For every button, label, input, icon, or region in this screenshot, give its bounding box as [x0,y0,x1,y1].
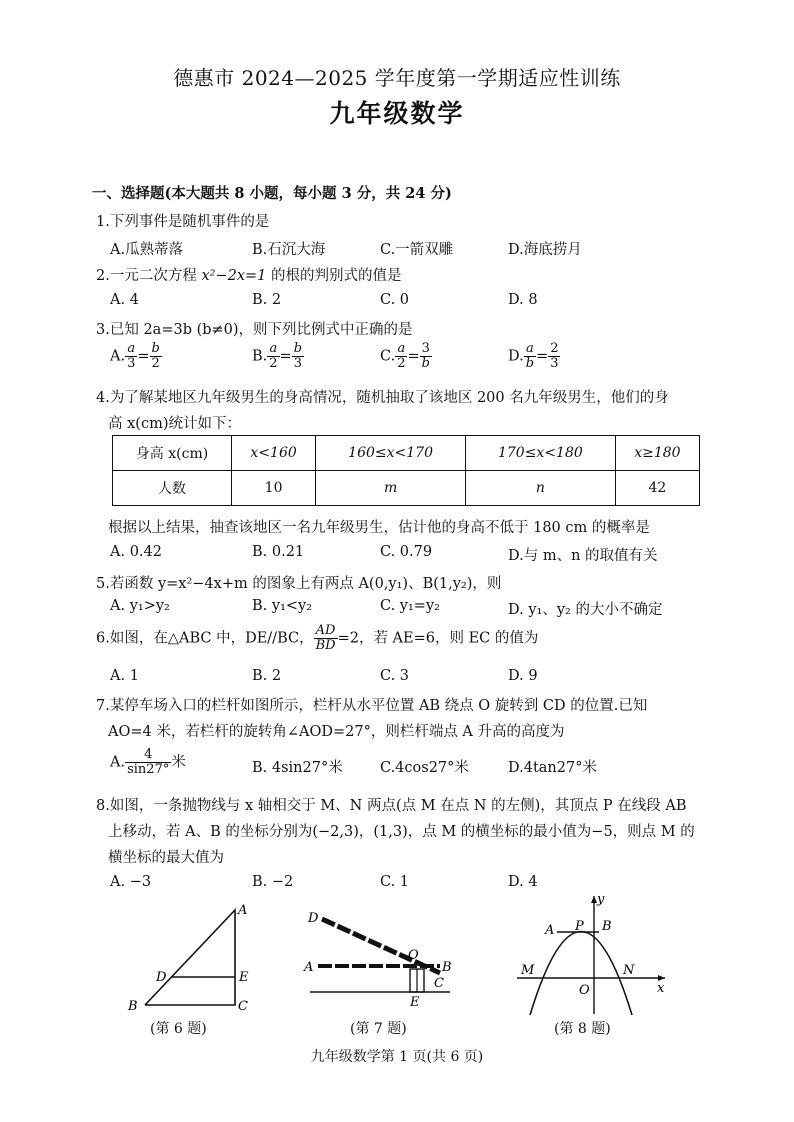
fig7-label-e: E [410,995,420,1010]
q3-option-d: D. $\frac{a}{b}$ = $\frac{2}{3}$ [508,341,559,371]
q2-option-b: B. 2 [252,292,282,308]
fig6-label-e: E [239,970,249,985]
q4-stem-line3: 根据以上结果，抽查该地区一名九年级男生，估计他的身高不低于 180 cm 的概率是 [108,520,650,536]
q3-c-label: C. [380,348,396,365]
table-cell: n [465,471,615,506]
fig7-label-c: C [434,976,444,991]
q4-stem-line1: 4.为了解某地区九年级男生的身高情况，随机抽取了该地区 200 名九年级男生，他们的身 [96,390,669,406]
q6-stem [96,624,538,653]
q7-option-c: C.4cos27°米 [380,760,469,776]
table-cell: 170≤x<180 [465,436,615,471]
q3-a-frac-left: $\frac{a}{3}$ [127,341,136,371]
fig6-label-a: A [238,903,248,918]
q3-c-frac-left: $\frac{a}{2}$ [397,341,406,371]
fig6-caption: (第 6 题) [150,1021,207,1037]
q1-stem: 1.下列事件是随机事件的是 [96,214,270,230]
q8-stem-line3: 横坐标的最大值为 [108,850,224,866]
q7-a-unit: 米 [171,754,186,771]
height-table [112,435,700,506]
q2-stem [96,264,401,285]
table-cell: 身高 x(cm) [113,436,232,471]
q7-stem-line2: AO=4 米，若栏杆的旋转角∠AOD=27°，则栏杆端点 A 升高的高度为 [108,724,565,740]
q3-b-frac-right: $\frac{b}{3}$ [293,341,303,371]
q3-option-b: B. $\frac{a}{2}$ = $\frac{b}{3}$ [252,341,303,371]
q6-stem-pre: 6.如图，在△ABC 中，DE//BC， [96,630,314,647]
q3-c-frac-right: $\frac{3}{b}$ [421,341,430,371]
q3-b-label: B. [252,348,268,365]
q2-equation: x²−2x=1 [201,268,267,284]
q8-option-a: A. −3 [110,874,152,890]
fig6-label-b: B [128,999,138,1014]
q8-option-c: C. 1 [380,874,410,890]
q2-option-a: A. 4 [110,292,139,308]
q2-option-c: C. 0 [380,292,410,308]
fig8-label-p: P [575,919,584,934]
table-cell: 42 [615,471,699,506]
q6-frac: $\frac{AD}{BD}$ [315,623,336,653]
table-header-row [113,436,700,471]
fig6-label-d: D [156,970,167,985]
q8-option-d: D. 4 [508,874,538,890]
figure-8-parabola [505,890,675,1018]
section-heading: 一、选择题(本大题共 8 小题，每小题 3 分，共 24 分) [92,185,452,202]
q1-option-c: C.一箭双雕 [380,242,454,258]
table-cell: x<160 [232,436,316,471]
q1-option-a: A.瓜熟蒂落 [110,242,184,258]
q4-option-b: B. 0.21 [252,544,305,560]
q3-b-frac-left: $\frac{a}{2}$ [269,341,278,371]
fig7-label-a: A [304,960,314,975]
q7-a-frac: $\frac{4}{\sin 27^\circ}$ [127,747,170,777]
q3-d-frac-right: $\frac{2}{3}$ [550,341,559,371]
fig8-label-b: B [602,919,612,934]
fig7-caption: (第 7 题) [350,1021,407,1037]
q6-option-d: D. 9 [508,668,538,684]
q7-option-b: B. 4sin27°米 [252,760,343,776]
q3-a-label: A. [110,348,126,365]
q1-option-d: D.海底捞月 [508,242,582,258]
fig8-label-m: M [521,963,535,978]
q6-option-c: C. 3 [380,668,410,684]
fig8-label-y: y [597,892,605,907]
q3-a-frac-right: $\frac{b}{2}$ [151,341,160,371]
q5-option-a: A. y₁>y₂ [110,598,170,614]
table-cell: 人数 [113,471,232,506]
q8-option-b: B. −2 [252,874,294,890]
fig8-label-n: N [623,963,635,978]
q8-stem-line2: 上移动，若 A、B 的坐标分别为(−2,3)，(1,3)，点 M 的横坐标的最小值为−5，则点 M 的 [108,824,695,840]
table-cell: m [316,471,466,506]
table-cell: 10 [232,471,316,506]
q6-option-a: A. 1 [110,668,139,684]
fig8-label-a: A [545,923,555,938]
q3-d-label: D. [508,348,524,365]
fig6-label-c: C [238,999,248,1014]
q4-option-a: A. 0.42 [110,544,162,560]
table-cell: x≥180 [615,436,699,471]
q4-option-d: D.与 m、n 的取值有关 [508,548,658,564]
figure-7-barrier [300,905,470,1015]
fig7-label-o: O [408,948,419,963]
table-row [113,471,700,506]
table-cell: 160≤x<170 [316,436,466,471]
fig7-label-b: B [442,960,452,975]
page-footer: 九年级数学第 1 页(共 6 页) [310,1049,484,1065]
q6-option-b: B. 2 [252,668,282,684]
q5-option-b: B. y₁<y₂ [252,598,313,614]
q3-option-a: A. $\frac{a}{3}$ = $\frac{b}{2}$ [110,341,160,371]
fig8-caption: (第 8 题) [554,1021,611,1037]
fig8-label-o: O [579,983,590,998]
exam-title: 德惠市 2024—2025 学年度第一学期适应性训练 [173,66,621,90]
q4-option-c: C. 0.79 [380,544,433,560]
q2-stem-post: 的根的判别式的值是 [266,268,402,284]
figure-6-triangle [120,900,260,1015]
q7-stem-line1: 7.某停车场入口的栏杆如图所示，栏杆从水平位置 AB 绕点 O 旋转到 CD 的位置.已知 [96,698,648,714]
fig8-label-x: x [657,981,665,996]
q2-stem-pre: 2.一元二次方程 [96,268,202,284]
q4-stem-line2: 高 x(cm)统计如下： [108,416,241,432]
q5-stem: 5.若函数 y=x²−4x+m 的图象上有两点 A(0,y₁)、B(1,y₂)，则 [96,576,502,592]
q3-option-c: C. $\frac{a}{2}$ = $\frac{3}{b}$ [380,341,430,371]
q3-d-frac-left: $\frac{a}{b}$ [525,341,535,371]
q6-stem-post: =2，若 AE=6，则 EC 的值为 [337,630,539,647]
q1-option-b: B.石沉大海 [252,242,326,258]
q8-stem-line1: 8.如图，一条抛物线与 x 轴相交于 M、N 两点(点 M 在点 N 的左侧)，其顶点 P 在线段 AB [96,798,687,814]
fig7-label-d: D [308,911,319,926]
q7-option-d: D.4tan27°米 [508,760,597,776]
exam-subtitle: 九年级数学 [329,99,465,128]
q5-option-c: C. y₁=y₂ [380,598,440,614]
q7-a-label: A. [110,754,126,771]
q7-option-a [110,748,186,777]
q3-stem: 3.已知 2a=3b (b≠0)，则下列比例式中正确的是 [96,322,413,338]
q2-option-d: D. 8 [508,292,538,308]
q5-option-d: D. y₁、y₂ 的大小不确定 [508,602,663,618]
